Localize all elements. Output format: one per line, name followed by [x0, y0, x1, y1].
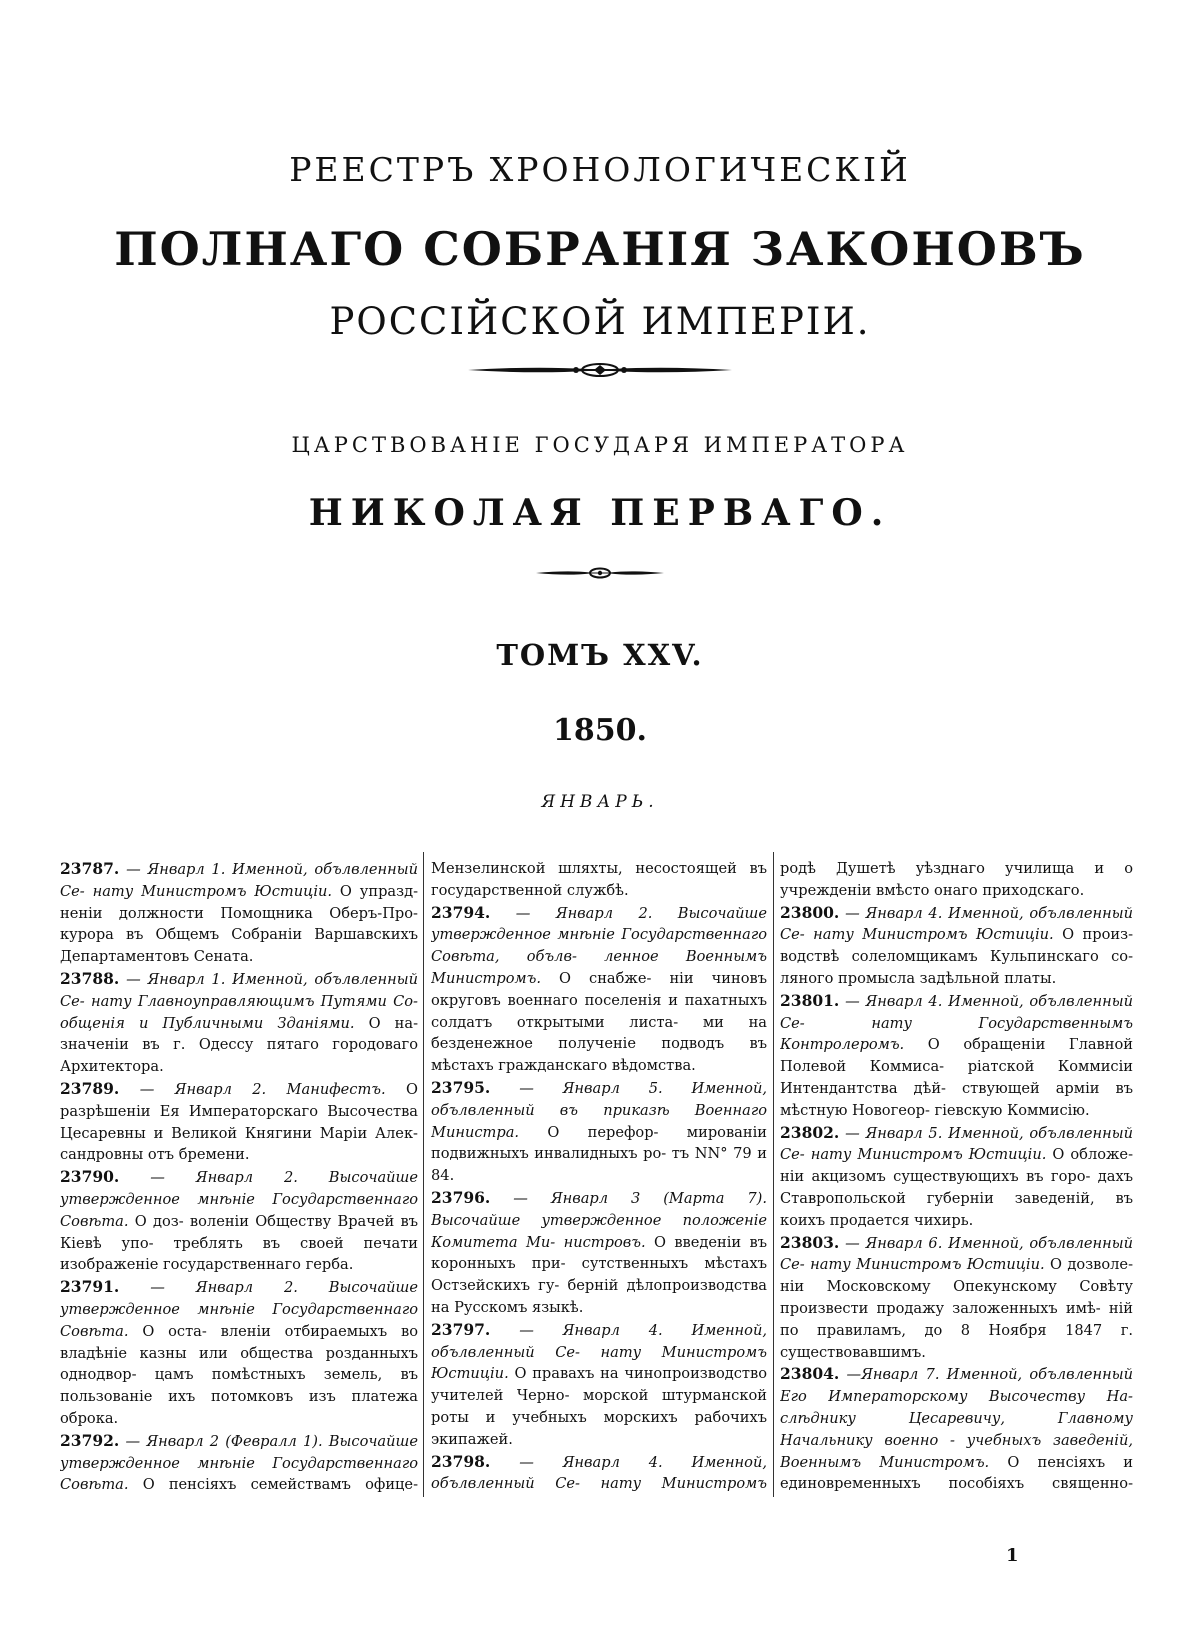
column-1: [60, 858, 418, 1498]
ornament-divider-top: [0, 358, 1200, 386]
law-number: 23803.: [780, 1232, 840, 1252]
law-entry: [431, 1077, 767, 1187]
law-number: 23800.: [780, 902, 840, 922]
page-number: 1: [1006, 1545, 1019, 1566]
law-summary: О правахъ на чинопроизводство учителей Черно- морской штурманской роты и учебныхъ морскихъ рабочихъ экипажей.: [431, 1365, 767, 1448]
law-entry: [431, 902, 767, 1077]
law-date-type: — Январл 5. Именной, обълвленный Се- нату Министромъ Юстиціи.: [780, 1124, 1133, 1164]
law-date-type: — Январл 4. Именной, обълвленный Се- нату Министромъ Юстиціи.: [780, 904, 1133, 944]
law-date-type: —Январл 7. Именной, обълвленный Его Императорскому Высочеству На- слѣднику Цесаревичу, Главному Начальнику военно - учебныхъ заведеній, Военнымъ Министромъ.: [780, 1366, 1133, 1471]
law-number: 23798.: [431, 1451, 491, 1471]
law-summary: О пенсіяхъ и единовременныхъ пособіяхъ священно-: [780, 1453, 1133, 1493]
collection-title: ПОЛНАГО СОБРАНІЯ ЗАКОНОВЪ: [114, 222, 1086, 276]
law-summary: О разрѣшеніи Ея Императорскаго Высочества Цесаревны и Великой Княгини Маріи Алек- сандровны отъ бремени.: [60, 1080, 418, 1164]
law-entry: [60, 1276, 418, 1430]
law-entry: [60, 968, 418, 1078]
law-summary: О обращеніи Главной Полевой Коммиса- ріатской Коммисіи Интендантства дѣй- ствующей арміи въ мѣстную Новогеор- гіевскую Коммисію.: [780, 1036, 1133, 1119]
law-number: 23804.: [780, 1364, 840, 1384]
law-entry: [780, 1363, 1133, 1498]
law-date-type: — Январл 2 (Февралл 1). Высочайше утвержденное мнѣніе Государственнаго Совѣта.: [60, 1432, 418, 1494]
law-number: 23788.: [60, 968, 120, 988]
month-heading: ЯНВАРЬ.: [541, 792, 659, 812]
law-date-type: — Январл 6. Именной, обълвленный Се- нату Министромъ Юстиціи.: [780, 1234, 1133, 1274]
column-2: [431, 858, 767, 1498]
law-date-type: — Январл 3 (Марта 7). Высочайше утвержденное положеніе Комитета Ми- нистровъ.: [431, 1189, 767, 1251]
law-date-type: — Январл 5. Именной, обълвленный въ приказѣ Военнаго Министра.: [431, 1079, 767, 1141]
law-date-type: — Январл 2. Высочайше утвержденное мнѣніе Государственнаго Совѣта.: [60, 1169, 418, 1230]
entry-continuation: Мензелинской шляхты, несостоящей въ государственной службѣ.: [431, 860, 767, 899]
law-number: 23795.: [431, 1077, 491, 1097]
law-date-type: — Январл 1. Именной, обълвленный Се- нату Министромъ Юстиціи.: [60, 861, 418, 900]
emperor-name: НИКОЛАЯ ПЕРВАГО.: [308, 492, 892, 534]
law-date-type: — Январл 4. Именной, обълвленный Се- нату Министромъ: [431, 1453, 767, 1493]
year-heading: 1850.: [553, 713, 647, 748]
law-number: 23801.: [780, 990, 840, 1010]
law-number: 23796.: [431, 1187, 491, 1207]
law-number: 23790.: [60, 1167, 120, 1187]
law-number: 23802.: [780, 1122, 840, 1142]
law-entry: [60, 858, 418, 968]
law-number: 23791.: [60, 1277, 120, 1297]
law-entry: [780, 902, 1133, 990]
law-date-type: — Январл 4. Именной, обълвленный Се- нату Государственнымъ Контролеромъ.: [780, 992, 1133, 1054]
law-summary: О произ- водствѣ солеломщикамъ Кульпинскаго со- ляного промысла задѣльной платы.: [780, 926, 1133, 987]
law-entry: [431, 1451, 767, 1498]
law-date-type: — Январл 2. Манифестъ.: [139, 1080, 386, 1098]
law-number: 23792.: [60, 1430, 120, 1450]
law-summary: О перефор- мированіи подвижныхъ инвалидныхъ ро- тъ NN° 79 и 84.: [431, 1123, 767, 1185]
law-entry: [60, 1166, 418, 1276]
law-entry: [60, 1430, 418, 1498]
law-date-type: — Январл 2. Высочайше утвержденное мнѣніе Государственнаго Совѣта, обълв- ленное Военнымъ Министромъ.: [431, 904, 767, 987]
law-entry: [780, 990, 1133, 1122]
law-summary: О упразд- неніи должности Помощника Оберъ-Про- курора въ Общемъ Собраніи Варшавскихъ Департаментовъ Сената.: [60, 882, 418, 966]
column-rule-2: [773, 852, 774, 1497]
law-summary: О дозволе- ніи Московскому Опекунскому Совѣту произвести продажу заложенныхъ имѣ- ній по правиламъ, до 8 Ноября 1847 г. существовавшимъ.: [780, 1256, 1133, 1361]
column-3: [780, 858, 1133, 1498]
law-date-type: — Январл 4. Именной, обълвленный Се- нату Министромъ Юстиціи.: [431, 1321, 767, 1383]
law-summary: О введеніи въ коронныхъ при- сутственныхъ мѣстахъ Остзейскихъ гу- берній дѣлопроизводства на Русскомъ языкѣ.: [431, 1233, 767, 1316]
entry-continuation: родѣ Душетѣ уѣзднаго училища и о учрежденіи вмѣсто онаго приходскаго.: [780, 860, 1133, 899]
law-number: 23794.: [431, 902, 491, 922]
empire-title: РОССІЙСКОЙ ИМПЕРІИ.: [329, 300, 871, 343]
law-summary: О обложе- ніи акцизомъ существующихъ въ горо- дахъ Ставропольской губерніи заведеній, въ коихъ продается чихирь.: [780, 1146, 1133, 1229]
law-number: 23789.: [60, 1078, 120, 1098]
law-entry: [780, 1232, 1133, 1364]
volume-heading: ТОМЪ XXV.: [496, 638, 704, 672]
law-date-type: — Январл 1. Именной, обълвленный Се- нату Главноуправляющимъ Путями Со- общенія и Публичными Зданіями.: [60, 970, 418, 1032]
column-rule-1: [423, 852, 424, 1497]
law-number: 23787.: [60, 859, 120, 878]
law-number: 23797.: [431, 1319, 491, 1339]
law-entry: [431, 1319, 767, 1451]
law-entry: [60, 1078, 418, 1166]
law-entry: [431, 1187, 767, 1319]
law-summary: О снабже- ніи чиновъ округовъ военнаго поселенія и пахатныхъ солдатъ открытыми листа- ми на безденежное полученіе подводъ въ мѣстахъ гражданскаго вѣдомства.: [431, 969, 767, 1075]
law-summary: О оста- вленіи отбираемыхъ во владѣніе казны или общества розданныхъ однодвор- цамъ помѣстныхъ земель, въ пользованіе ихъ потомковъ изъ платежа оброка.: [60, 1322, 418, 1427]
law-date-type: — Январл 2. Высочайше утвержденное мнѣніе Государственнаго Совѣта.: [60, 1279, 418, 1340]
law-summary: О доз- воленіи Обществу Врачей въ Кіевѣ упо- треблять въ своей печати изображеніе государственнаго герба.: [60, 1212, 418, 1274]
reign-heading: ЦАРСТВОВАНІЕ ГОСУДАРЯ ИМПЕРАТОРА: [291, 433, 909, 457]
law-summary: О на- значеніи въ г. Одессу пятаго городоваго Архитектора.: [60, 1014, 418, 1076]
law-entry: [780, 1122, 1133, 1232]
ornament-divider-small: [0, 563, 1200, 587]
law-summary: О пенсіяхъ семействамъ офице-: [142, 1476, 418, 1494]
register-title: РЕЕСТРЪ ХРОНОЛОГИЧЕСКІЙ: [289, 150, 911, 189]
